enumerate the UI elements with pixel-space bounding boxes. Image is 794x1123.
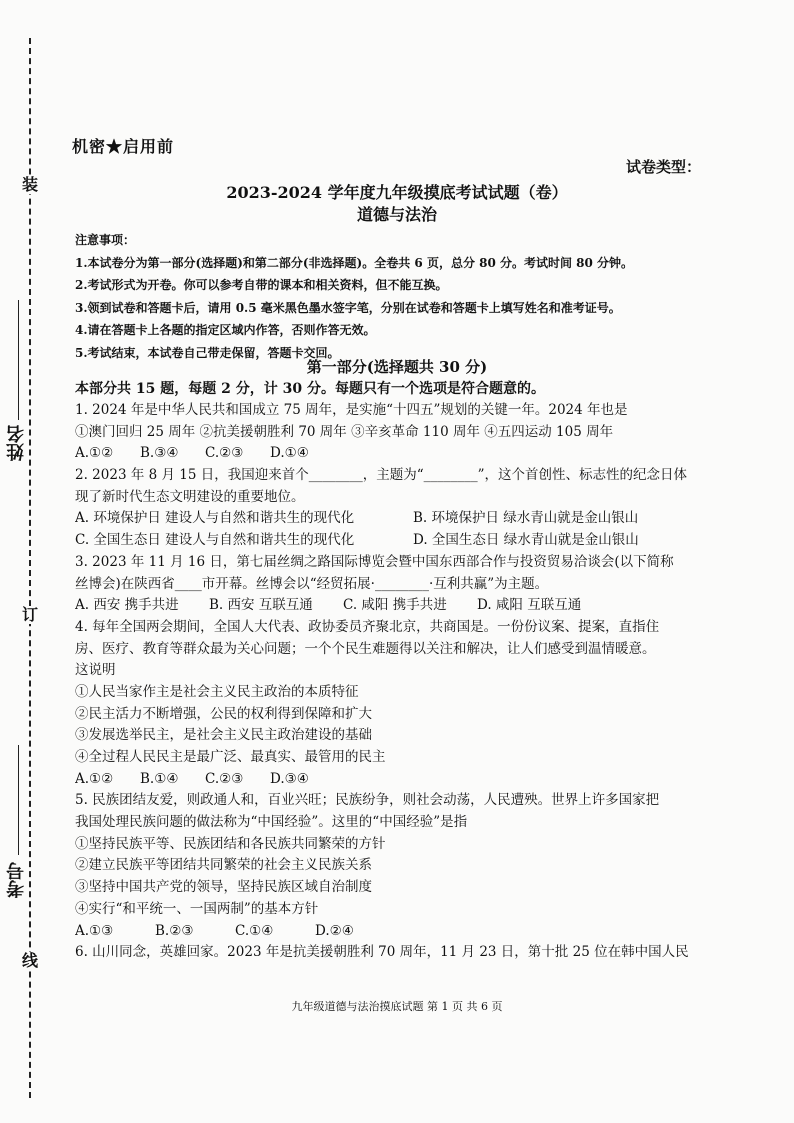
question-5-item: ①坚持民族平等、民族团结和各民族共同繁荣的方针 bbox=[75, 835, 386, 852]
name-label: 姓名 bbox=[6, 425, 27, 461]
exam-title: 2023-2024 学年度九年级摸底考试试题（卷） bbox=[226, 183, 568, 202]
part-one-intro: 本部分共 15 题，每题 2 分，计 30 分。每题只有一个选项是符合题意的。 bbox=[75, 381, 545, 397]
binding-mark-xian: 线 bbox=[22, 951, 39, 970]
question-4-stem-cont: 这说明 bbox=[75, 662, 116, 679]
option: B.①④ bbox=[140, 770, 179, 787]
option: B.②③ bbox=[155, 922, 194, 939]
part-one-title: 第一部分(选择题共 30 分) bbox=[306, 358, 488, 376]
question-4-item: ③发展选举民主，是社会主义民主政治建设的基础 bbox=[75, 727, 372, 744]
option: C.②③ bbox=[205, 770, 244, 787]
option: A. 环境保护日 建设人与自然和谐共生的现代化 bbox=[75, 510, 355, 527]
option: D.②④ bbox=[315, 922, 354, 939]
option: B.③④ bbox=[140, 445, 179, 462]
binding-mark-zhuang: 装 bbox=[22, 175, 39, 194]
instruction-item: 5.考试结束，本试卷自己带走保留，答题卡交回。 bbox=[75, 345, 340, 360]
option: A.①② bbox=[75, 770, 114, 787]
option: A.①③ bbox=[75, 922, 114, 939]
question-2-stem: 2. 2023 年 8 月 15 日，我国迎来首个________，主题为“________”，这个首创性、标志性的纪念日体 bbox=[75, 467, 688, 484]
exam-no-label: 考号 bbox=[6, 862, 27, 898]
option: D.①④ bbox=[270, 445, 309, 462]
instruction-item: 3.领到试卷和答题卡后，请用 0.5 毫米黑色墨水签字笔，分别在试卷和答题卡上填写姓名和准考证号。 bbox=[75, 300, 621, 315]
question-1-items: ①澳门回归 25 周年 ②抗美援朝胜利 70 周年 ③辛亥革命 110 周年 ④五四运动 105 周年 bbox=[75, 423, 614, 440]
question-5-item: ③坚持中国共产党的领导，坚持民族区域自治制度 bbox=[75, 879, 372, 896]
question-4-item: ④全过程人民民主是最广泛、最真实、最管用的民主 bbox=[75, 749, 386, 765]
question-6-stem: 6. 山川同念，英雄回家。2023 年是抗美援朝胜利 70 周年，11 月 23 日，第十批 25 位在韩中国人民 bbox=[75, 944, 689, 961]
option: B. 环境保护日 绿水青山就是金山银山 bbox=[413, 510, 639, 527]
question-body bbox=[75, 400, 725, 964]
question-4-options bbox=[75, 769, 725, 791]
question-5-item: ②建立民族平等团结共同繁荣的社会主义民族关系 bbox=[75, 857, 372, 874]
instruction-item: 2.考试形式为开卷。你可以参考自带的课本和相关资料，但不能互换。 bbox=[75, 278, 448, 292]
paper-type-label: 试卷类型： bbox=[626, 158, 702, 176]
question-1-options bbox=[75, 443, 725, 465]
instruction-item: 4.请在答题卡上各题的指定区域内作答，否则作答无效。 bbox=[75, 323, 376, 337]
question-2-options-row bbox=[75, 508, 725, 530]
confidential-mark: 机密★启用前 bbox=[72, 137, 175, 156]
option: D.③④ bbox=[270, 770, 309, 787]
option: C.①④ bbox=[235, 922, 274, 939]
question-4-item: ①人民当家作主是社会主义民主政治的本质特征 bbox=[75, 683, 359, 700]
question-5-options bbox=[75, 921, 725, 943]
question-5-stem: 5. 民族团结友爱，则政通人和，百业兴旺；民族纷争，则社会动荡，人民遭殃。世界上许多国家把 bbox=[75, 792, 660, 809]
page-footer: 九年级道德与法治摸底试题 第 1 页 共 6 页 bbox=[291, 1000, 503, 1013]
option: C. 咸阳 携手共进 bbox=[343, 597, 447, 614]
question-1-stem: 1. 2024 年是中华人民共和国成立 75 周年，是实施“十四五”规划的关键一年。2024 年也是 bbox=[75, 402, 628, 418]
question-4-stem-cont: 房、医疗、教育等群众最为关心问题；一个个民生难题得以关注和解决，让人们感受到温情暖意。 bbox=[75, 640, 656, 657]
option: A.①② bbox=[75, 445, 114, 462]
subject-title: 道德与法治 bbox=[356, 205, 437, 224]
question-4-stem: 4. 每年全国两会期间，全国人大代表、政协委员齐聚北京，共商国是。一份份议案、提案，直指住 bbox=[75, 618, 660, 635]
option: C. 全国生态日 建设人与自然和谐共生的现代化 bbox=[75, 532, 355, 549]
option: B. 西安 互联互通 bbox=[209, 597, 313, 614]
question-2-stem-cont: 现了新时代生态文明建设的重要地位。 bbox=[75, 488, 305, 505]
option: D. 咸阳 互联互通 bbox=[477, 597, 582, 614]
question-4-item: ②民主活力不断增强，公民的权利得到保障和扩大 bbox=[75, 705, 372, 722]
question-3-options bbox=[75, 595, 725, 617]
question-2-options-row bbox=[75, 530, 725, 552]
question-5-item: ④实行“和平统一、一国两制”的基本方针 bbox=[75, 900, 319, 917]
instruction-item: 1.本试卷分为第一部分(选择题)和第二部分(非选择题)。全卷共 6 页，总分 80 分。考试时间 80 分钟。 bbox=[75, 255, 634, 270]
instructions-heading: 注意事项： bbox=[75, 233, 136, 247]
question-3-stem: 3. 2023 年 11 月 16 日，第七届丝绸之路国际博览会暨中国东西部合作与投资贸易洽谈会(以下简称 bbox=[75, 553, 674, 570]
exam-no-fill-line bbox=[18, 745, 19, 855]
question-3-stem-cont: 丝博会)在陕西省____市开幕。丝博会以“经贸拓展·________·互利共赢”为主题。 bbox=[75, 575, 549, 592]
question-5-stem-cont: 我国处理民族问题的做法称为“中国经验”。这里的“中国经验”是指 bbox=[75, 814, 468, 831]
option: C.②③ bbox=[205, 445, 244, 462]
option: D. 全国生态日 绿水青山就是金山银山 bbox=[413, 532, 639, 549]
option: A. 西安 携手共进 bbox=[75, 597, 179, 614]
instructions-block bbox=[75, 229, 633, 364]
binding-mark-ding: 订 bbox=[22, 605, 39, 624]
